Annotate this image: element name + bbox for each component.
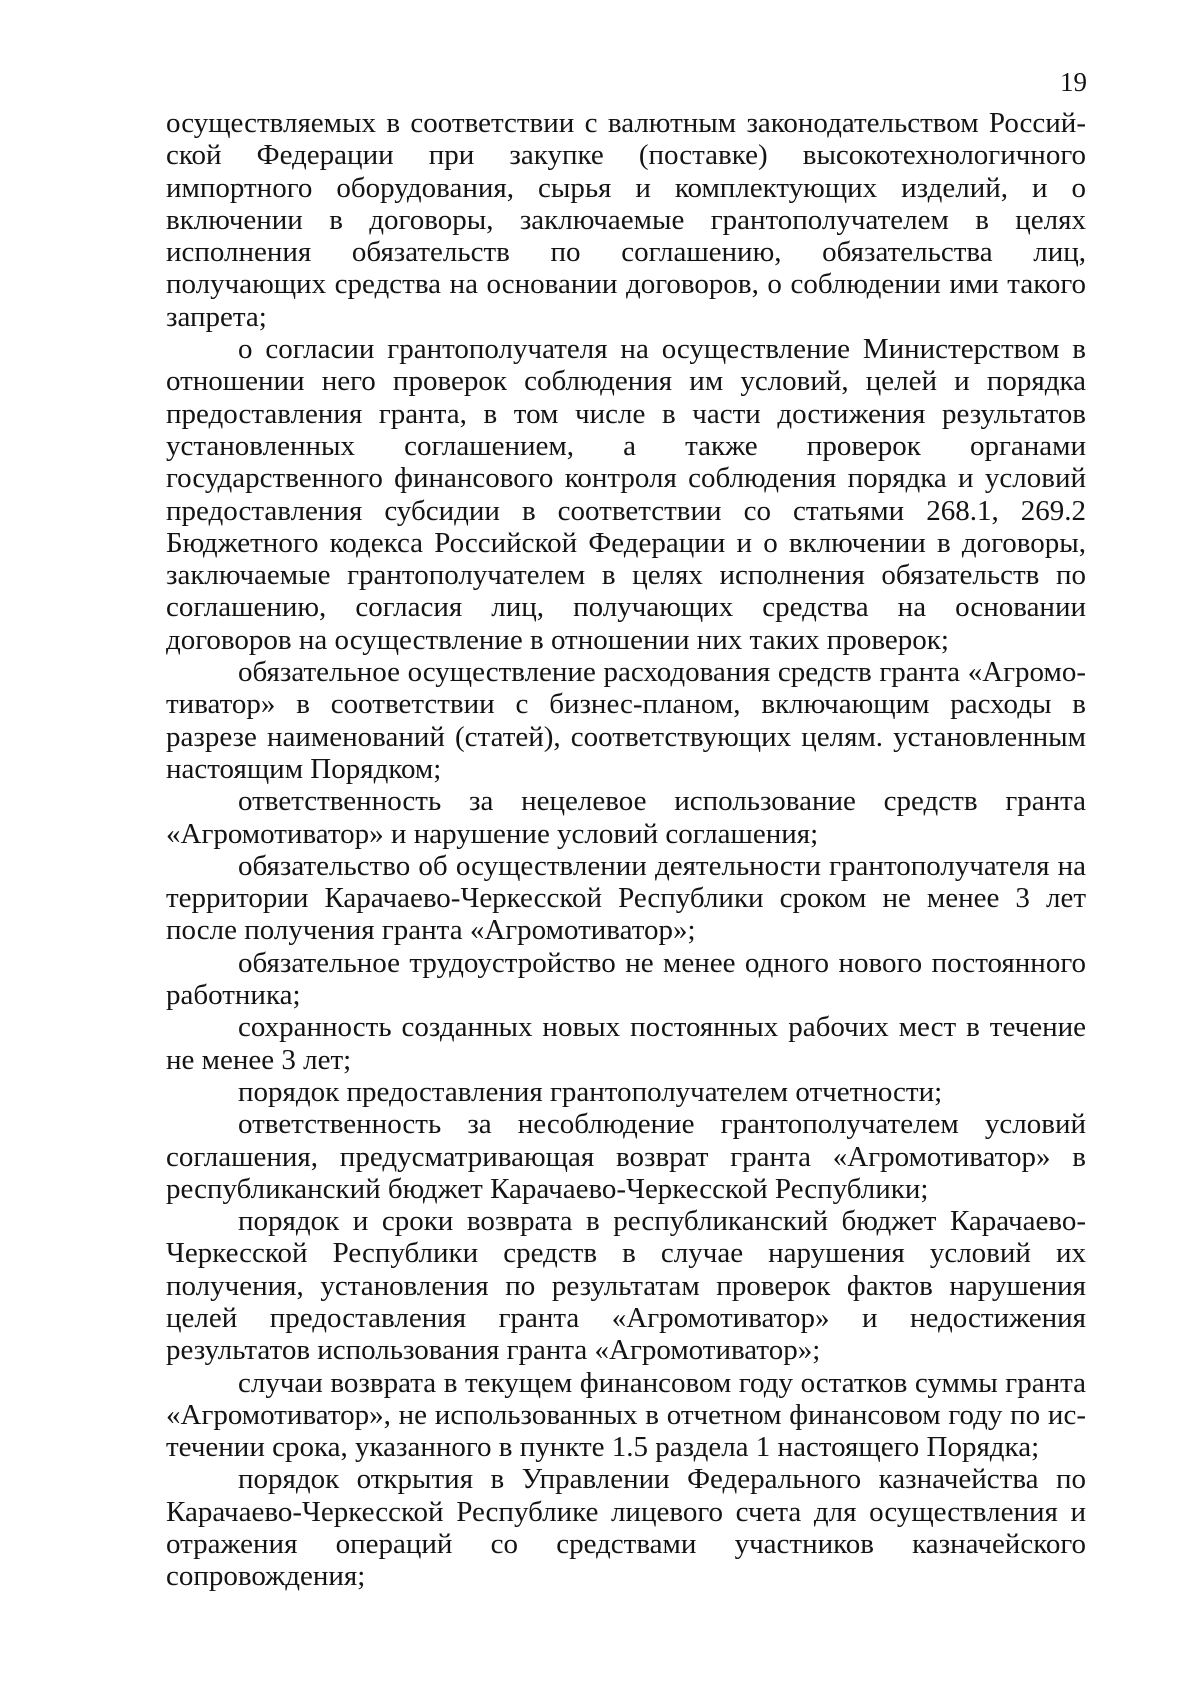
paragraph-jobs-preservation: сохранность созданных новых постоянных рабочих мест в течение не менее 3 лет; (166, 1011, 1086, 1076)
paragraph-responsibility-misuse: ответственность за нецелевое использование средств гранта «Агромотиватор» и нарушение условий соглашения; (166, 785, 1086, 850)
page-number: 19 (1060, 67, 1087, 97)
paragraph-reporting: порядок предоставления грантополучателем отчетности; (238, 1075, 943, 1108)
paragraph-account-opening: порядок открытия в Управлении Федерального казначейства по Карачаево-Черкесской Республике лицевого счета для осуществления и отражения операций со средствами участников казначейского сопровождения; (166, 1463, 1086, 1593)
paragraph-return-procedure: порядок и сроки возврата в республиканский бюджет Карачаево-Черкесской Республики средств в случае нарушения условий их получения, установления по результатам проверок фактов нарушения целей предоставления гранта «Агромотиватор» и недостижения результатов использования гранта «Агромотиватор»; (166, 1205, 1086, 1367)
paragraph-obligation-activity: обязательство об осуществлении деятельности грантополучателя на территории Карачаево-Черкесской Республики сроком не менее 3 лет после получения гранта «Агромотиватор»; (166, 849, 1086, 947)
paragraph-mandatory-spending: обязательное осуществление расходования средств гранта «Агромотиватор» в соответствии с бизнес-планом, включающим расходы в разрезе наименований (статей), соответствующих целям. установленным настоящим Порядком; (166, 656, 1086, 785)
paragraph-consent-checks: о согласии грантополучателя на осуществление Министерством в отношении него проверок соблюдения им условий, целей и порядка предоставления гранта, в том числе в части достижения результатов установленных соглашением, а также проверок органами государственного финансового контроля соблюдения порядка и условий предоставления субсидии в соответствии со статьями 268.1, 269.2 Бюджетного кодекса Российской Федерации и о включении в договоры, заключаемые грантополучателем в целях исполнения обязательств по соглашению, согласия лиц, получающих средства на основании договоров на осуществление в отношении них таких проверок; (166, 333, 1086, 656)
paragraph-continuation: осуществляемых в соответствии с валютным законодательством Российской Федерации при закупке (поставке) высокотехнологичного импортного оборудования, сырья и комплектующих изделий, и о включении в договоры, заключаемые грантополучателем в целях исполнения обязательств по соглашению, обязательства лиц, получающих средства на основании договоров, о соблюдении ими такого запрета; (166, 107, 1086, 333)
document-body (166, 107, 1086, 1593)
paragraph-employment: обязательное трудоустройство не менее одного нового постоянного работника; (166, 946, 1086, 1012)
paragraph-return-cases: случаи возврата в текущем финансовом году остатков суммы гранта «Агромотиватор», не использованных в отчетном финансовом году по истечении срока, указанного в пункте 1.5 раздела 1 настоящего Порядка; (166, 1366, 1086, 1464)
paragraph-responsibility-noncompliance: ответственность за несоблюдение грантополучателем условий соглашения, предусматривающая возврат гранта «Агромотиватор» в республиканский бюджет Карачаево-Черкесской Республики; (166, 1108, 1086, 1205)
